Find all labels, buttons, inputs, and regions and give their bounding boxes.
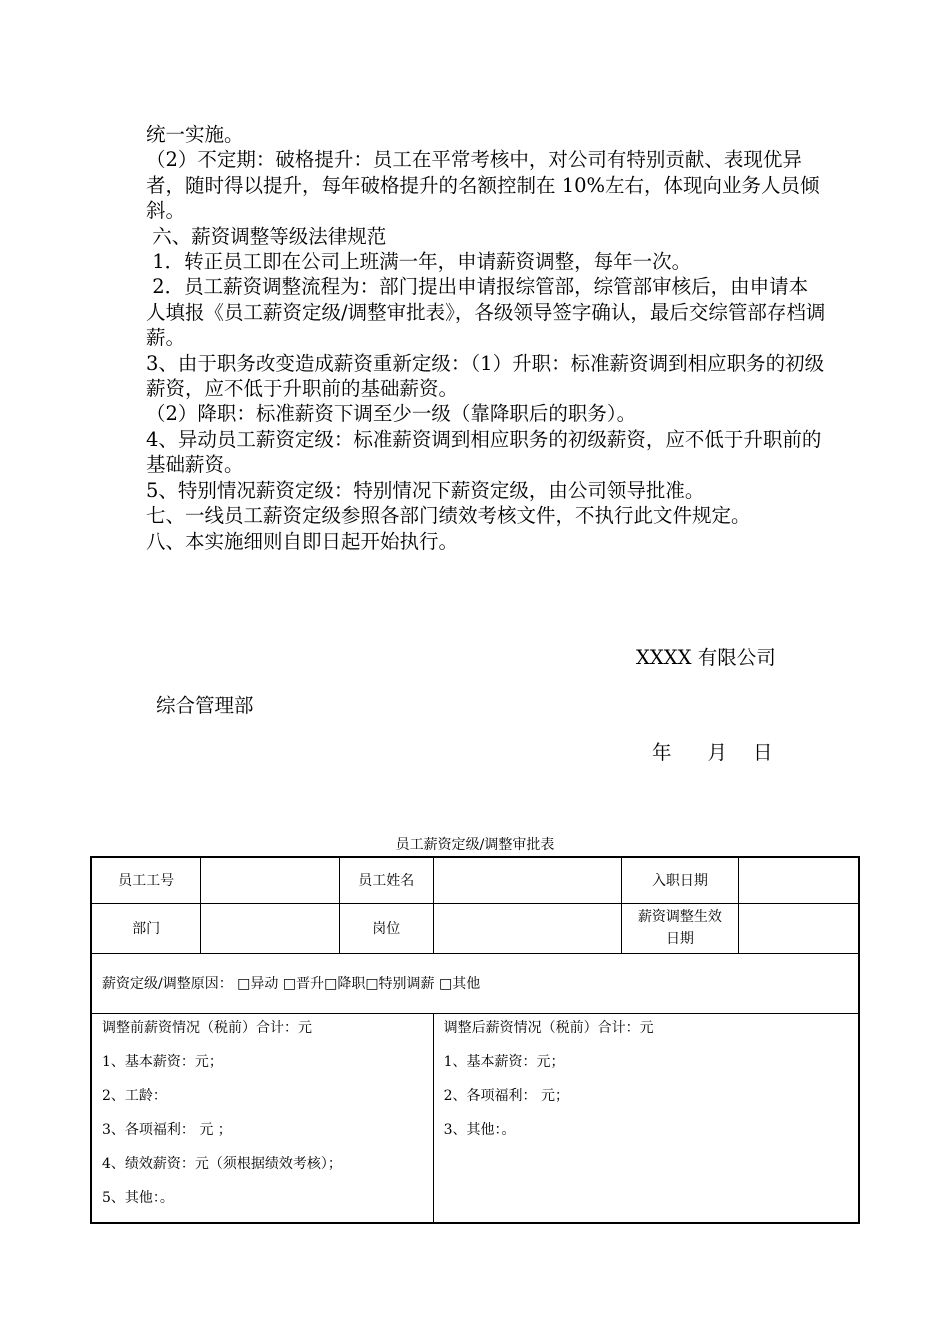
date-day: 日 — [753, 741, 773, 764]
paragraph: 4、异动员工薪资定级：标准薪资调到相应职务的初级薪资，应不低于升职前的基础薪资。 — [146, 427, 822, 477]
hire-date-label: 入职日期 — [622, 857, 739, 903]
employee-name-field[interactable] — [433, 857, 621, 903]
paragraph: 3、由于职务改变造成薪资重新定级：（1）升职：标准薪资调到相应职务的初级薪资，应不低于升职前的基础薪资。 — [146, 351, 825, 401]
salary-before-line: 4、绩效薪资：元（须根据绩效考核）； — [102, 1155, 342, 1172]
form-title: 员工薪资定级/调整审批表 — [395, 837, 555, 853]
paragraph: 2．员工薪资调整流程为：部门提出申请报综管部，综管部审核后，由申请本人填报《员工薪资定级/调整审批表》，各级领导签字确认，最后交综管部存档调薪。 — [146, 275, 826, 350]
effective-date-label-line1: 薪资调整生效 — [637, 909, 722, 925]
salary-before-line: 3、各项福利： 元 ； — [102, 1121, 232, 1138]
salary-before-line: 1、基本薪资：元； — [102, 1053, 223, 1070]
reason-option-special[interactable]: □特别调薪 — [365, 976, 435, 992]
salary-after-line: 2、各项福利： 元； — [443, 1087, 569, 1104]
position-field[interactable] — [433, 903, 621, 953]
effective-date-label — [622, 903, 739, 953]
date-month: 月 — [707, 741, 728, 764]
signature-department: 综合管理部 — [156, 694, 254, 717]
reason-option-transfer[interactable]: □异动 — [237, 976, 279, 992]
employee-id-label: 员工工号 — [91, 857, 201, 903]
effective-date-label-line2: 日期 — [665, 931, 694, 947]
salary-before-section — [91, 1013, 433, 1223]
section-heading: 七、一线员工薪资定级参照各部门绩效考核文件，不执行此文件规定。 — [146, 504, 751, 528]
section-heading: 六、薪资调整等级法律规范 — [146, 224, 387, 248]
paragraph: 统一实施。 — [146, 123, 244, 146]
position-label: 岗位 — [339, 903, 433, 953]
signature-company: XXXX 有限公司 — [636, 646, 776, 669]
paragraph: 1．转正员工即在公司上班满一年，申请薪资调整，每年一次。 — [146, 250, 692, 274]
paragraph: （2）不定期：破格提升：员工在平常考核中，对公司有特别贡献、表现优异者，随时得以提升，每年破格提升的名额控制在 10%左右，体现向业务人员倾斜。 — [146, 148, 820, 223]
document-body — [146, 122, 826, 554]
section-heading: 八、本实施细则自即日起开始执行。 — [146, 529, 459, 553]
salary-after-line: 3、其他：。 — [443, 1121, 516, 1138]
adjustment-reason-row — [91, 953, 859, 1013]
salary-after-section — [433, 1013, 859, 1223]
department-field[interactable] — [201, 903, 340, 953]
reason-label: 薪资定级/调整原因： — [102, 976, 233, 992]
signature-date — [652, 737, 773, 765]
paragraph: （2）降职：标准薪资下调至少一级（靠降职后的职务）。 — [146, 402, 637, 426]
hire-date-field[interactable] — [738, 857, 859, 903]
approval-form-table — [90, 856, 860, 1224]
salary-after-line: 1、基本薪资：元； — [443, 1053, 565, 1070]
employee-name-label: 员工姓名 — [339, 857, 433, 903]
employee-id-field[interactable] — [201, 857, 340, 903]
reason-option-promotion[interactable]: □晋升 — [282, 976, 325, 992]
paragraph: 5、特别情况薪资定级：特别情况下薪资定级，由公司领导批准。 — [146, 478, 705, 502]
effective-date-field[interactable] — [738, 903, 859, 953]
department-label: 部门 — [91, 903, 201, 953]
date-year: 年 — [652, 741, 672, 764]
reason-option-demotion[interactable]: □降职 — [324, 976, 366, 992]
salary-before-header: 调整前薪资情况（税前）合计：元 — [102, 1019, 312, 1036]
salary-before-line: 5、其他：。 — [102, 1189, 174, 1206]
reason-option-other[interactable]: □其他 — [439, 976, 481, 992]
salary-after-header: 调整后薪资情况（税前）合计：元 — [443, 1019, 654, 1036]
salary-before-line: 2、工龄： — [102, 1087, 167, 1104]
